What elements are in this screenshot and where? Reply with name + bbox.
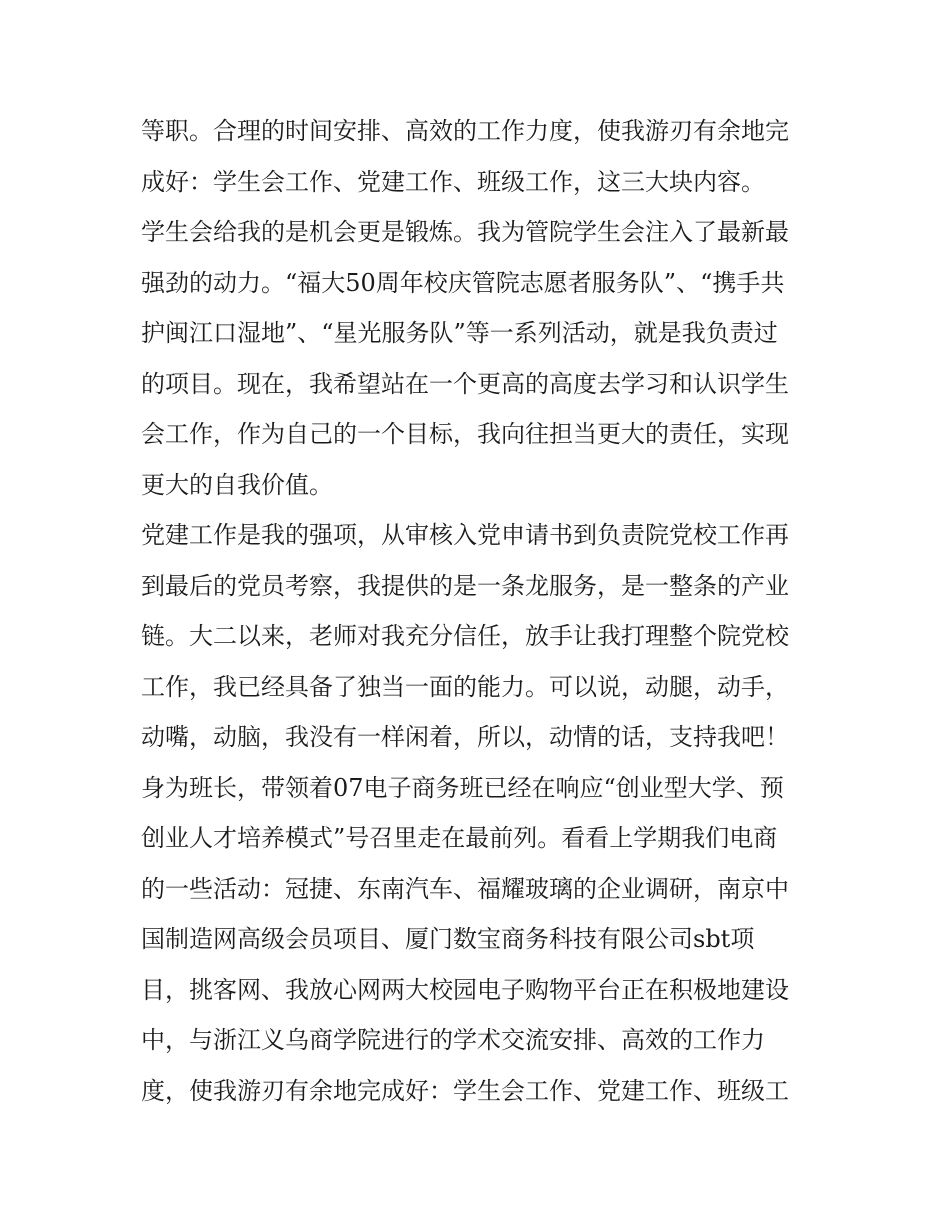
text-line: 等职。合理的时间安排、高效的工作力度，使我游刃有余地完 [141,117,789,145]
text-line: 学生会给我的是机会更是锻炼。我为管院学生会注入了最新最 [141,218,789,246]
text-line: 到最后的党员考察，我提供的是一条龙服务，是一整条的产业 [141,571,789,600]
text-line: 强劲的动力。“福大50周年校庆管院志愿者服务队”、“携手共 [141,268,785,297]
text-line: 更大的自我价值。 [141,470,333,499]
text-line: 中，与浙江义乌商学院进行的学术交流安排、高效的工作力 [141,1026,765,1054]
text-line: 创业人才培养模式”号召里走在最前列。看看上学期我们电商 [141,824,778,852]
text-line: 成好：学生会工作、党建工作、班级工作，这三大块内容。 [141,167,765,196]
text-line: 链。大二以来，老师对我充分信任，放手让我打理整个院党校 [141,622,789,650]
document-body-text [141,106,821,1116]
text-line: 护闽江口湿地”、“星光服务队”等一系列活动，就是我负责过 [141,319,778,347]
text-line: 身为班长，带领着07电子商务班已经在响应“创业型大学、预 [141,773,784,802]
text-line: 会工作，作为自己的一个目标，我向往担当更大的责任，实现 [141,420,789,448]
text-line: 国制造网高级会员项目、厦门数宝商务科技有限公司sbt项 [141,925,755,953]
text-line: 目，挑客网、我放心网两大校园电子购物平台正在积极地建设 [141,975,789,1004]
text-line: 党建工作是我的强项，从审核入党申请书到负责院党校工作再 [141,521,789,549]
text-line: 的一些活动：冠捷、东南汽车、福耀玻璃的企业调研，南京中 [141,874,789,903]
text-line: 动嘴，动脑，我没有一样闲着，所以，动情的话，支持我吧！ [141,723,789,751]
text-line: 度，使我游刃有余地完成好：学生会工作、党建工作、班级工 [141,1076,789,1105]
text-line: 工作，我已经具备了独当一面的能力。可以说，动腿，动手， [141,672,789,701]
text-line: 的项目。现在，我希望站在一个更高的高度去学习和认识学生 [141,369,789,398]
